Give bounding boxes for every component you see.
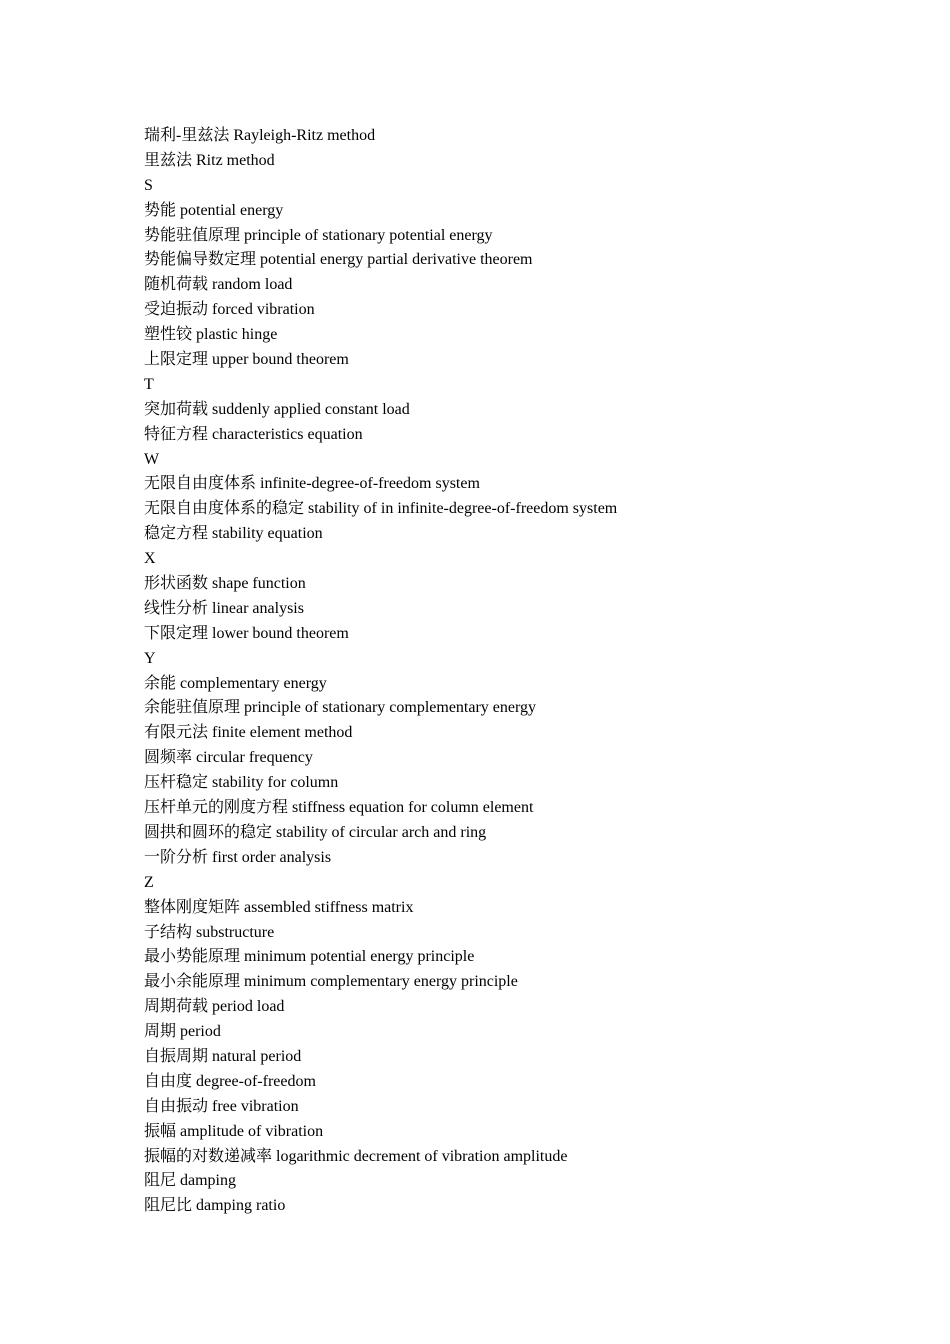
glossary-entry: 势能驻值原理 principle of stationary potential energy <box>144 226 493 244</box>
glossary-entry: 周期荷载 period load <box>144 998 285 1016</box>
glossary-entry: 有限元法 finite element method <box>144 724 353 742</box>
glossary-entry: 无限自由度体系 infinite-degree-of-freedom system <box>144 475 480 493</box>
section-letter: Z <box>144 873 154 891</box>
glossary-entry: 最小势能原理 minimum potential energy principle <box>144 948 475 966</box>
glossary-entry: 里兹法 Ritz method <box>144 151 275 169</box>
glossary-entry: 稳定方程 stability equation <box>144 525 323 543</box>
glossary-entry: 瑞利-里兹法 Rayleigh-Ritz method <box>144 127 376 144</box>
glossary-entry: 自由度 degree-of-freedom <box>144 1072 316 1090</box>
glossary-entry: 周期 period <box>144 1023 221 1041</box>
glossary-entry: 塑性铰 plastic hinge <box>144 326 278 344</box>
glossary-entry: 上限定理 upper bound theorem <box>144 351 349 369</box>
glossary-entry: 阻尼 damping <box>144 1172 236 1190</box>
glossary-entry: 圆频率 circular frequency <box>144 749 313 767</box>
glossary-entry: 势能偏导数定理 potential energy partial derivative theorem <box>144 251 533 269</box>
glossary-entry: 振幅 amplitude of vibration <box>144 1122 324 1140</box>
glossary-entry: 压杆单元的刚度方程 stiffness equation for column element <box>144 799 534 817</box>
section-letter: Y <box>144 649 156 667</box>
glossary-entry: 阻尼比 damping ratio <box>144 1197 286 1215</box>
glossary-entry: 突加荷载 suddenly applied constant load <box>144 400 410 418</box>
glossary-entry: 形状函数 shape function <box>144 575 306 593</box>
glossary-entry: 随机荷载 random load <box>144 276 293 294</box>
glossary-entry: 一阶分析 first order analysis <box>144 848 332 866</box>
glossary-entry: 最小余能原理 minimum complementary energy principle <box>144 973 518 991</box>
glossary-entry: 余能 complementary energy <box>144 674 327 692</box>
glossary-entry: 下限定理 lower bound theorem <box>144 624 349 642</box>
glossary-entry: 余能驻值原理 principle of stationary complementary energy <box>144 699 537 717</box>
section-letter: S <box>144 176 153 194</box>
glossary-entry: 受迫振动 forced vibration <box>144 301 315 319</box>
glossary-entry: 整体刚度矩阵 assembled stiffness matrix <box>144 898 414 916</box>
section-letter: X <box>144 550 156 568</box>
glossary-entry: 圆拱和圆环的稳定 stability of circular arch and ring <box>144 823 487 841</box>
glossary-entry: 自由振动 free vibration <box>144 1097 299 1115</box>
section-letter: W <box>144 450 160 468</box>
glossary-entry: 无限自由度体系的稳定 stability of in infinite-degree-of-freedom system <box>144 500 618 518</box>
glossary-list <box>144 124 904 1219</box>
glossary-entry: 自振周期 natural period <box>144 1047 302 1065</box>
glossary-entry: 子结构 substructure <box>144 923 275 941</box>
glossary-entry: 特征方程 characteristics equation <box>144 425 363 443</box>
glossary-entry: 线性分析 linear analysis <box>144 599 304 617</box>
section-letter: T <box>144 375 154 393</box>
glossary-entry: 势能 potential energy <box>144 201 284 219</box>
glossary-entry: 振幅的对数递减率 logarithmic decrement of vibration amplitude <box>144 1147 568 1165</box>
glossary-entry: 压杆稳定 stability for column <box>144 774 339 792</box>
